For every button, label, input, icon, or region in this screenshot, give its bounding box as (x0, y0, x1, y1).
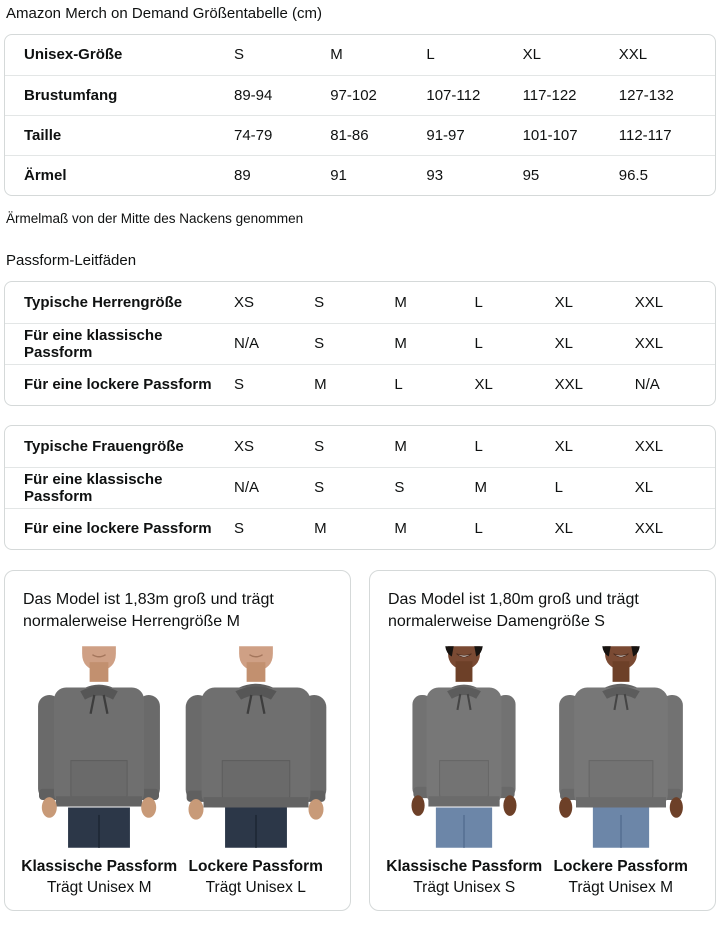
cell-value: N/A (234, 323, 314, 364)
cell-value: 93 (426, 155, 522, 195)
table-row (5, 364, 715, 405)
cell-value: S (314, 323, 394, 364)
unisex-size-table (4, 34, 716, 196)
table-row (5, 155, 715, 195)
cell-value: XS (234, 437, 255, 455)
cell-value: M (314, 508, 394, 549)
table-row (5, 508, 715, 549)
mens-fit-table (4, 281, 716, 406)
cell-value: L (474, 323, 554, 364)
size-col-header: M (330, 46, 343, 64)
table-row (5, 282, 715, 323)
cell-value: 97-102 (330, 75, 426, 115)
cell-value: 89 (234, 155, 330, 195)
size-col-header: XXL (618, 46, 648, 64)
row-label: Typische Herrengröße (24, 293, 183, 311)
cell-value: XXL (635, 323, 715, 364)
row-label: Unisex-Größe (24, 46, 123, 64)
size-col-header: S (234, 46, 245, 64)
cell-value: N/A (234, 467, 314, 508)
cell-value: XXL (634, 437, 664, 455)
row-label: Ärmel (5, 155, 234, 195)
fit-caption-size: Trägt Unisex L (205, 879, 306, 896)
female-classic-fit-figure (386, 641, 543, 898)
cell-value: 107-112 (426, 75, 522, 115)
table-header-row (5, 35, 715, 75)
cell-value: XL (554, 293, 573, 311)
cell-value: XS (234, 293, 255, 311)
female-loose-fit-photo (546, 641, 696, 853)
sleeve-measure-note: Ärmelmaß von der Mitte des Nackens genommen (6, 211, 304, 226)
row-label: Für eine lockere Passform (5, 364, 234, 405)
cell-value: S (234, 508, 314, 549)
table-row (5, 426, 715, 467)
fit-caption-title: Klassische Passform (21, 858, 178, 875)
cell-value: 117-122 (523, 75, 619, 115)
cell-value: L (474, 508, 554, 549)
row-label: Brustumfang (5, 75, 234, 115)
cell-value: M (474, 467, 554, 508)
table-row (5, 75, 715, 115)
fit-guides-heading: Passform-Leitfäden (6, 252, 137, 269)
cell-value: XL (555, 323, 635, 364)
male-classic-fit-figure (21, 641, 178, 898)
male-classic-fit-photo (24, 641, 174, 853)
table-row (5, 323, 715, 364)
row-label: Taille (5, 115, 234, 155)
cell-value: S (314, 467, 394, 508)
table-row (5, 115, 715, 155)
table-row (5, 467, 715, 508)
cell-value: M (314, 364, 394, 405)
cell-value: S (314, 293, 325, 311)
cell-value: S (394, 467, 474, 508)
cell-value: 112-117 (619, 115, 715, 155)
cell-value: M (394, 293, 407, 311)
cell-value: 89-94 (234, 75, 330, 115)
cell-value: XL (555, 508, 635, 549)
cell-value: XL (635, 467, 715, 508)
cell-value: S (314, 437, 325, 455)
cell-value: XL (554, 437, 573, 455)
fit-caption-size: Trägt Unisex M (46, 879, 152, 896)
male-figures (21, 641, 334, 898)
male-loose-fit-figure (178, 641, 335, 898)
fit-caption-size: Trägt Unisex S (413, 879, 516, 896)
cell-value: 96.5 (619, 155, 715, 195)
size-col-header: XL (522, 46, 541, 64)
male-loose-fit-photo (181, 641, 331, 853)
female-model-description: Das Model ist 1,80m groß und trägt normalerweise Damengröße S (388, 591, 639, 630)
cell-value: M (394, 508, 474, 549)
cell-value: 74-79 (234, 115, 330, 155)
cell-value: 95 (523, 155, 619, 195)
cell-value: M (394, 437, 407, 455)
cell-value: 101-107 (523, 115, 619, 155)
cell-value: M (394, 323, 474, 364)
mens-fit-table-grid (5, 282, 715, 405)
cell-value: N/A (635, 364, 715, 405)
row-label: Für eine klassische Passform (5, 323, 234, 364)
size-col-header: L (426, 46, 435, 64)
womens-fit-table-grid (5, 426, 715, 549)
fit-caption-title: Lockere Passform (553, 858, 688, 875)
male-model-description: Das Model ist 1,83m groß und trägt normalerweise Herrengröße M (23, 591, 274, 630)
cell-value: 91-97 (426, 115, 522, 155)
cell-value: L (474, 437, 483, 455)
cell-value: 127-132 (619, 75, 715, 115)
row-label: Für eine klassische Passform (5, 467, 234, 508)
row-label: Für eine lockere Passform (5, 508, 234, 549)
model-cards (4, 570, 716, 911)
female-loose-fit-figure (543, 641, 700, 898)
unisex-size-table-grid (5, 35, 715, 195)
cell-value: XXL (634, 293, 664, 311)
female-figures (386, 641, 699, 898)
row-label: Typische Frauengröße (24, 437, 184, 455)
cell-value: L (474, 293, 483, 311)
cell-value: S (234, 364, 314, 405)
female-classic-fit-photo (389, 641, 539, 853)
cell-value: XL (474, 364, 554, 405)
cell-value: XXL (635, 508, 715, 549)
cell-value: 81-86 (330, 115, 426, 155)
cell-value: XXL (555, 364, 635, 405)
female-model-card (369, 570, 716, 911)
page-title: Amazon Merch on Demand Größentabelle (cm) (6, 5, 322, 22)
fit-caption-title: Klassische Passform (386, 858, 543, 875)
fit-caption-title: Lockere Passform (188, 858, 323, 875)
male-model-card (4, 570, 351, 911)
cell-value: L (394, 364, 474, 405)
womens-fit-table (4, 425, 716, 550)
cell-value: L (555, 467, 635, 508)
cell-value: 91 (330, 155, 426, 195)
fit-caption-size: Trägt Unisex M (568, 879, 673, 896)
